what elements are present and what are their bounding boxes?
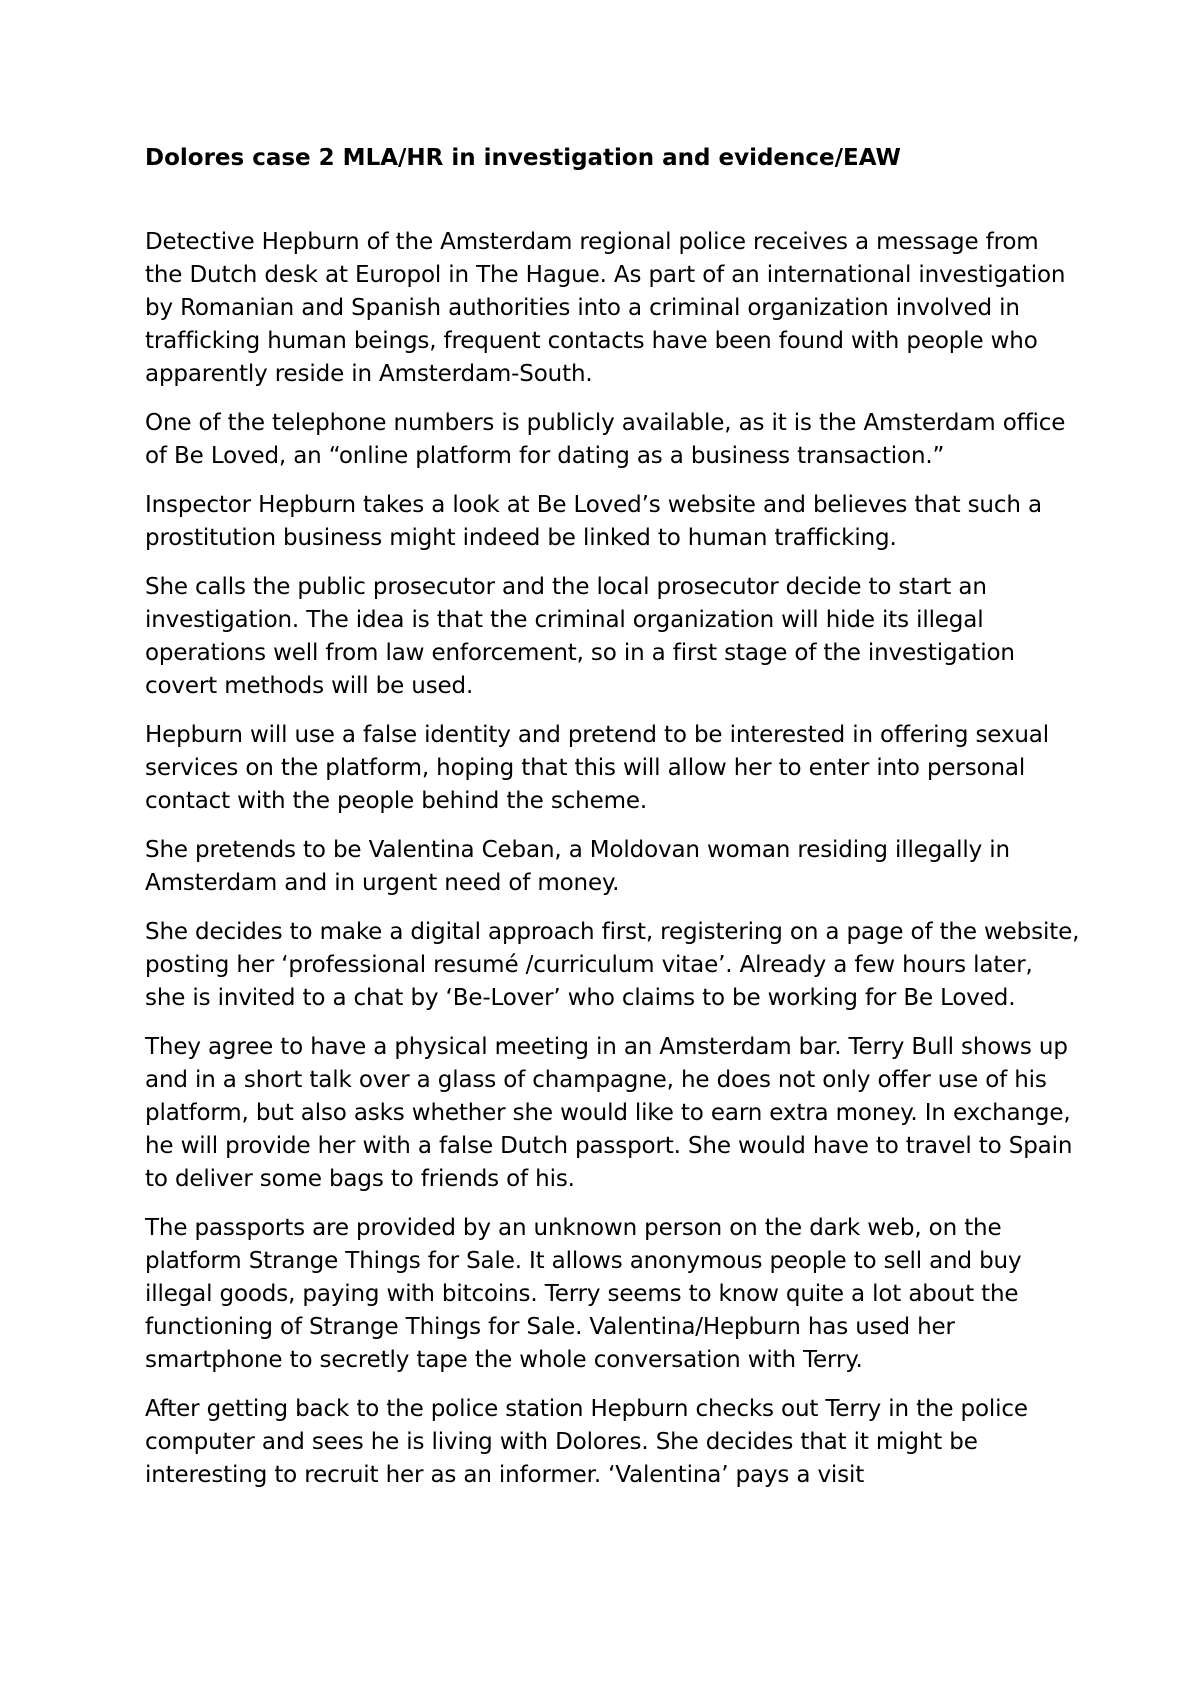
- paragraph-8: They agree to have a physical meeting in an Amsterdam bar. Terry Bull shows up and in a short talk over a glass of champagne, he does not only offer use of his platform, but also asks whether she would like to earn extra money. In exchange, he will provide her with a false Dutch passport. She would have to travel to Spain to deliver some bags to friends of his.: [145, 1034, 1073, 1192]
- paragraph-4: She calls the public prosecutor and the local prosecutor decide to start an investigation. The idea is that the criminal organization will hide its illegal operations well from law enforcement, so in a first stage of the investigation covert methods will be used.: [145, 574, 1015, 699]
- paragraph-2: One of the telephone numbers is publicly available, as it is the Amsterdam office of Be Loved, an “online platform for dating as a business transaction.”: [145, 410, 1066, 469]
- paragraph-6: She pretends to be Valentina Ceban, a Moldovan woman residing illegally in Amsterdam and in urgent need of money.: [145, 837, 1010, 896]
- paragraph-3: Inspector Hepburn takes a look at Be Loved’s website and believes that such a prostitution business might indeed be linked to human trafficking.: [145, 492, 1042, 551]
- paragraph-5: Hepburn will use a false identity and pretend to be interested in offering sexual services on the platform, hoping that this will allow her to enter into personal contact with the people behind the scheme.: [145, 722, 1049, 814]
- paragraph-9: The passports are provided by an unknown person on the dark web, on the platform Strange Things for Sale. It allows anonymous people to sell and buy illegal goods, paying with bitcoins. Terry seems to know quite a lot about the functioning of Strange Things for Sale. Valentina/Hepburn has used her smartphone to secretly tape the whole conversation with Terry.: [145, 1215, 1022, 1373]
- document-title: Dolores case 2 MLA/HR in investigation and evidence/EAW: [145, 145, 901, 171]
- paragraph-10: After getting back to the police station Hepburn checks out Terry in the police computer and sees he is living with Dolores. She decides that it might be interesting to recruit her as an informer. ‘Valentina’ pays a visit: [145, 1396, 1028, 1488]
- paragraph-7: She decides to make a digital approach first, registering on a page of the website, posting her ‘professional resumé /curriculum vitae’. Already a few hours later, she is invited to a chat by ‘Be-Lover’ who claims to be working for Be Loved.: [145, 919, 1080, 1011]
- paragraph-1: Detective Hepburn of the Amsterdam regional police receives a message from the Dutch desk at Europol in The Hague. As part of an international investigation by Romanian and Spanish authorities into a criminal organization involved in trafficking human beings, frequent contacts have been found with people who apparently reside in Amsterdam-South.: [145, 229, 1066, 387]
